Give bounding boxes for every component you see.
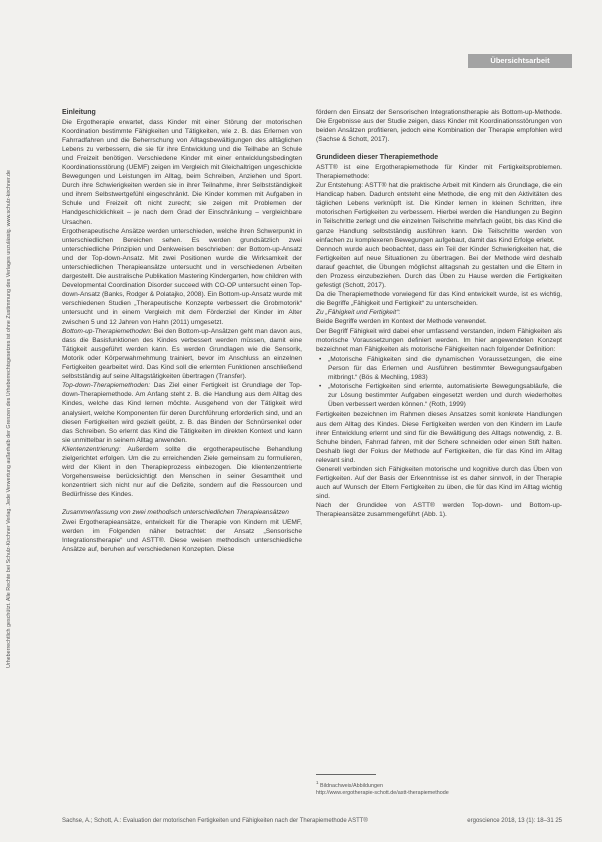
paragraph: Zwei Ergotherapieansätze, entwickelt für die Therapie von Kindern mit UEMF, werden im Folgenden näher betrachtet: der Ansatz „Sensorische Integrationstherapie“ und ASTT®. Diese weisen methodisch unterschiedliche Ansätze auf, beruhen auf verschiedenen Konzepten. Diese	[62, 518, 302, 553]
spacer	[316, 144, 562, 153]
footnote-url: http://www.ergotherapie-schott.de/astt-therapiemethode	[316, 789, 449, 796]
footnote-number: 1	[316, 780, 319, 785]
paragraph: Fertigkeiten bezeichnen im Rahmen dieses Ansatzes somit konkrete Handlungen aus dem Alltag des Kindes. Diese Fertigkeiten werden von den Kindern im Laufe ihrer Entwicklung erlernt und sind für die Bewältigung des Alltags notwendig, z. B. Schuhe binden, Fahrrad fahren, mit der Schere schneiden oder einen Stift halten. Deshalb liegt der Fokus der Methode auf Fertigkeiten, die für das Kind im Alltag relevant sind.	[316, 411, 562, 464]
paragraph: Generell verbinden sich Fähigkeiten motorische und kognitive durch das Üben von Fertigkeiten. Auf der Basis der Erkenntnisse ist es daher sinnvoll, in der Therapie auch auf Wunsch der Eltern Fertigkeiten zu üben, die für das Kind im Alltag wichtig sind.	[316, 465, 562, 501]
subheading-top-down: Top-down-Therapiemethoden:	[62, 382, 151, 390]
section-heading-basic-ideas: Grundideen dieser Therapiemethode	[316, 154, 439, 162]
footnote-divider	[316, 774, 376, 775]
paragraph: fördern den Einsatz der Sensorischen Integrationstherapie als Bottom-up-Methode. Die Ergebnisse aus der Studie zeigen, dass Kinder mit Koordinationsstörungen von beiden Ansätzen profitieren, jedoch eine Kombination der Therapie empfohlen wird (Sachse & Schott, 2017).	[316, 109, 562, 144]
subheading-summary: Zusammenfassung von zwei methodisch unterschiedlichen Therapieansätzen	[62, 509, 289, 517]
paragraph-text: Bei den Bottom-up-Ansätzen geht man davon aus, dass die Basisfunktionen des Kindes verbessert werden müssen, damit eine Tätigkeit ausgeführt werden kann. Es werden Grundlagen wie die Sensorik, Motorik oder Körperwahrnehmung trainiert, bevor im Anschluss an einzelnen Fertigkeiten gearbeitet wird. Das Kind soll die erlernten Funktionen anschließend selbstständig auf seine Alltagstätigkeiten übertragen (Transfer).	[62, 327, 302, 381]
paragraph: Nach der Grundidee von ASTT® werden Top-down- und Bottom-up-Therapieansätze zusammengeführt (Abb. 1).	[316, 502, 562, 519]
paragraph-text: Das Ziel einer Fertigkeit ist Grundlage der Top-down-Therapiemethode. Am Anfang steht z. B. die Handlung aus dem Alltag des Kindes, welche das Kind lernen möchte. Ausgehend von der Tätigkeit wird analysiert, welche Komponenten für deren Durchführung erforderlich sind, und an diesen Fertigkeiten wird gezielt geübt, z. B. das Binden der Schnürsenkel oder das Schreiben. So erlernt das Kind die Tätigkeiten im direkten Kontext und kann sie unmittelbar in seinem Alltag anwenden.	[62, 382, 302, 444]
footnote-text: Bildnachweis/Abbildungen	[320, 782, 383, 789]
paragraph: Beide Begriffe werden im Kontext der Methode verwendet.	[316, 318, 487, 326]
copyright-side-note: Urheberrechtlich geschützt. Alle Rechte bei Schulz-Kirchner Verlag. Jede Verwertung außerhalb der Grenzen des Urheberrechtsgesetzes ist ohne Zustimmung des Verlages unzulässig. www.schulz-kirchner.de	[6, 170, 12, 668]
paragraph: Zur Entstehung: ASTT® hat die praktische Arbeit mit Kindern als Grundlage, die ein Handicap haben. Dadurch entsteht eine Methode, die eng mit den Aktivitäten des täglichen Lebens verknüpft ist. Die Kinder lernen in kleinen Schritten, ihre motorischen Fertigkeiten zu verbessern. Hierbei werden die Handlungen zu Beginn in Teilschritte zerlegt und die einzelnen Teilschritte mehrfach geübt, bis das Kind die ganze Handlung selbstständig ausführen kann. Die Teilschritte werden von einfachen zu komplexeren Bewegungen aufgebaut, damit das Kind Erfolge erlebt.	[316, 182, 562, 244]
right-column	[316, 108, 562, 668]
footer-journal: ergoscience 2018, 13 (1): 18–31 25	[467, 818, 562, 824]
footnote	[316, 779, 562, 797]
paragraph: Ergotherapeutische Ansätze werden unterschieden, welche ihren Schwerpunkt in unterschiedlichen Bereichen sehen. Es werden grundsätzlich zwei unterschiedliche Prinzipien und Denkweisen beschrieben: der Bottom-up-Ansatz und der Top-down-Ansatz. Mit zwei Positionen wurde die Wirksamkeit der unterschiedlichen Therapieansätze untersucht und in verschiedenen Arbeiten dargestellt. Die australische Publikation Mastering Kindergarten, how children with Developmental Coordination Disorder succeed with CO-OP untersucht einen Top-down-Ansatz (Banks, Rodger & Polatajko, 2008). Ein Bottom-up-Ansatz wurde mit verschiedenen Studien „Therapeutische Konzepte verbessert die Grobmotorik“ untersucht und in einem Vergleich mit dem Förderziel der Kinder im Alter zwischen 5 und 12 Jahren von Hahn (2011) umgesetzt.	[62, 227, 302, 326]
paragraph: Dennoch wurde auch beobachtet, dass ein Teil der Kinder Schwierigkeiten hat, die Fertigkeiten auf neue Situationen zu übertragen. Bei der Methode wird deshalb darauf geachtet, die Übungen möglichst alltagsnah zu gestalten und die Eltern in den Prozess einzubeziehen. Durch das Üben zu Hause werden die Fertigkeiten gefestigt (Schott, 2017).	[316, 245, 562, 290]
paragraph	[62, 327, 302, 382]
paragraph: Der Begriff Fähigkeit wird dabei eher umfassend verstanden, indem Fähigkeiten als motorische Voraussetzungen definiert werden. Im hier angewendeten Konzept bezeichnet man Fähigkeiten als motorische Fähigkeiten nach folgender Definition:	[316, 327, 562, 353]
left-column	[62, 108, 302, 808]
list-item: • „Motorische Fähigkeiten sind die dynamischen Voraussetzungen, die eine Person für das Erlernen und Ausführen bestimmter Bewegungsaufgaben mitbringt.“ (Bös & Mechling, 1983)	[328, 355, 562, 382]
paragraph: ASTT® ist eine Ergotherapiemethode für Kinder mit Fertigkeitsproblemen. Therapiemethode:	[316, 163, 562, 180]
footnote-line	[316, 779, 562, 790]
subheading-bottom-up: Bottom-up-Therapiemethoden:	[62, 327, 152, 335]
subheading-skills: Zu „Fähigkeit und Fertigkeit“:	[316, 309, 401, 317]
section-tag: Übersichtsarbeit	[468, 54, 572, 68]
definition-list	[316, 355, 562, 410]
list-item: • „Motorische Fertigkeiten sind erlernte, automatisierte Bewegungsabläufe, die zur Lösung bestimmter Aufgaben eingesetzt werden und durch wiederholtes Üben verbessert werden können.“ (Roth, 1999)	[328, 382, 562, 409]
paragraph: Die Ergotherapie erwartet, dass Kinder mit einer Störung der motorischen Koordination bestimmte Fähigkeiten und Tätigkeiten, wie z. B. das Erlernen von Fahrradfahren und die Beherrschung von Alltagsbewältigungen des alltäglichen Lebens zu verbessern, die sie für ihre Entwicklung und die Teilhabe an Schule und Freizeit benötigen. Verschiedene Kinder mit einer entwicklungsbedingten Koordinationsstörung (UEMF) zeigen im Vergleich mit Gleichaltrigen ungeschickte Bewegungen und Leistungen im Alltag, beim Schreiben, Anziehen und Sport. Durch ihre Schwierigkeiten werden sie in ihrer Teilnahme, ihrer Selbstständigkeit und ihrem Selbstwertgefühl eingeschränkt. Die Kinder kommen mit Aufgaben in Schule und Freizeit oft nicht zurecht; sie zeigen mit Problemen der Handgeschicklichkeit – je nach dem Grad der Einschränkung – vergleichbare Ursachen.	[62, 118, 302, 226]
section-heading-introduction: Einleitung	[62, 109, 96, 116]
subheading-client-centered: Klientenzentrierung:	[62, 445, 121, 453]
paragraph: Da die Therapiemethode vorwiegend für das Kind entwickelt wurde, ist es wichtig, die Begriffe „Fähigkeit und Fertigkeit“ zu unterscheiden.	[316, 291, 562, 308]
footer-citation: Sachse, A.; Schott, A.: Evaluation der motorischen Fertigkeiten und Fähigkeiten nach der Therapiemethode ASTT®	[62, 818, 368, 824]
paragraph-text: Außerdem sollte die ergotherapeutische Behandlung zielgerichtet erfolgen. Um die zu erreichenden Ziele gemeinsam zu formulieren, wird der Klient in den Therapieprozess einbezogen. Die klientenzentrierte Vorgehensweise berücksichtigt den Menschen in seiner Gesamtheit und konzentriert sich nicht nur auf die Defizite, sondern auf die Ressourcen und Bedürfnisse des Kindes.	[62, 445, 302, 499]
paragraph	[62, 381, 302, 445]
spacer	[62, 499, 302, 508]
paragraph	[62, 445, 302, 500]
